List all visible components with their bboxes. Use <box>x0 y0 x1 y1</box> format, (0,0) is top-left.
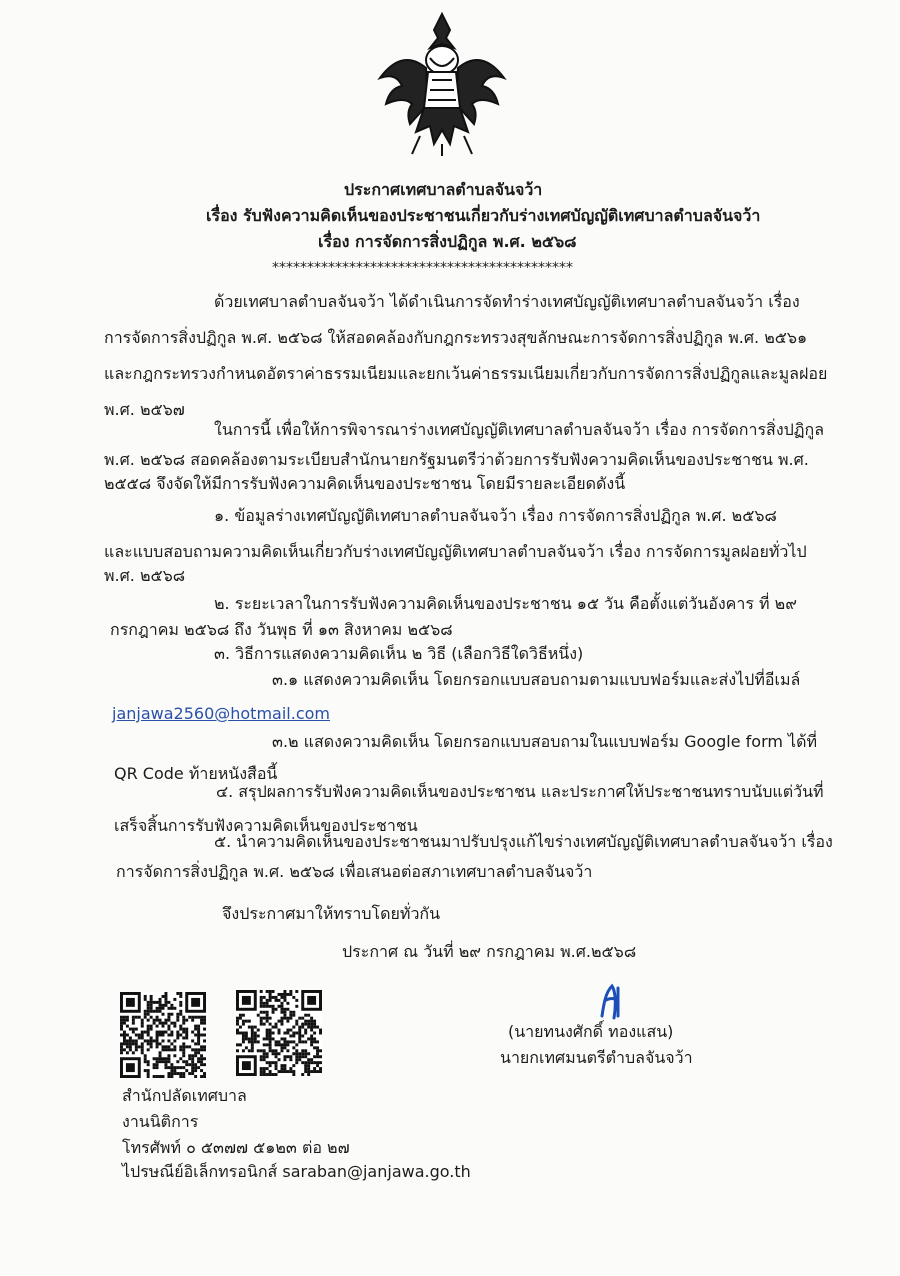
item-4-line-1: ๔. สรุปผลการรับฟังความคิดเห็นของประชาชน และประกาศให้ประชาชนทราบนับแต่วันที่ <box>216 782 824 801</box>
item-3-1-line-1: ๓.๑ แสดงความคิดเห็น โดยกรอกแบบสอบถามตามแบบฟอร์มและส่งไปที่อีเมล์ <box>272 670 801 689</box>
paragraph-1-line-4: พ.ศ. ๒๕๖๗ <box>104 400 185 419</box>
item-1-line-3: พ.ศ. ๒๕๖๘ <box>104 566 186 585</box>
item-2-line-2: กรกฎาคม ๒๕๖๘ ถึง วันพุธ ที่ ๑๓ สิงหาคม ๒๕๖๘ <box>110 620 453 639</box>
qr-code-icon[interactable] <box>236 990 322 1076</box>
signatory-position: นายกเทศมนตรีตำบลจันจว้า <box>500 1048 693 1067</box>
closing-statement: จึงประกาศมาให้ทราบโดยทั่วกัน <box>222 904 441 923</box>
item-3-2-line-1: ๓.๒ แสดงความคิดเห็น โดยกรอกแบบสอบถามในแบบฟอร์ม Google form ได้ที่ <box>272 732 818 751</box>
signatory-name: (นายทนงศักดิ์ ทองแสน) <box>508 1022 674 1041</box>
footer-section: งานนิติการ <box>122 1112 199 1131</box>
paragraph-2-line-2: พ.ศ. ๒๕๖๘ สอดคล้องตามระเบียบสำนักนายกรัฐมนตรีว่าด้วยการรับฟังความคิดเห็นของประชาชน พ.ศ. <box>104 450 809 469</box>
item-3-2-line-2: QR Code ท้ายหนังสือนี้ <box>114 764 278 783</box>
item-5-line-1: ๕. นำความคิดเห็นของประชาชนมาปรับปรุงแก้ไขร่างเทศบัญญัติเทศบาลตำบลจันจว้า เรื่อง <box>214 832 833 851</box>
item-4-line-2: เสร็จสิ้นการรับฟังความคิดเห็นของประชาชน <box>114 816 418 835</box>
item-1-line-1: ๑. ข้อมูลร่างเทศบัญญัติเทศบาลตำบลจันจว้า เรื่อง การจัดการสิ่งปฏิกูล พ.ศ. ๒๕๖๘ <box>214 506 777 525</box>
item-3-line-1: ๓. วิธีการแสดงความคิดเห็น ๒ วิธี (เลือกวิธีใดวิธีหนึ่ง) <box>214 644 584 663</box>
footer-phone: โทรศัพท์ ๐ ๕๓๗๗ ๕๑๒๓ ต่อ ๒๗ <box>122 1138 350 1157</box>
item-1-line-2: และแบบสอบถามความคิดเห็นเกี่ยวกับร่างเทศบัญญัติเทศบาลตำบลจันจว้า เรื่อง การจัดการมูลฝอยทั่วไป <box>104 542 807 561</box>
footer-email: ไปรษณีย์อิเล็กทรอนิกส์ saraban@janjawa.go.th <box>122 1162 471 1181</box>
handwritten-signature <box>580 982 640 1022</box>
paragraph-1-line-1: ด้วยเทศบาลตำบลจันจว้า ได้ดำเนินการจัดทำร่างเทศบัญญัติเทศบาลตำบลจันจว้า เรื่อง <box>214 292 800 311</box>
announcement-date: ประกาศ ณ วันที่ ๒๙ กรกฎาคม พ.ศ.๒๕๖๘ <box>342 942 637 961</box>
item-2-line-1: ๒. ระยะเวลาในการรับฟังความคิดเห็นของประชาชน ๑๕ วัน คือตั้งแต่วันอังคาร ที่ ๒๙ <box>214 594 797 613</box>
email-link[interactable]: janjawa2560@hotmail.com <box>112 704 330 723</box>
paragraph-1-line-2: การจัดการสิ่งปฏิกูล พ.ศ. ๒๕๖๘ ให้สอดคล้องกับกฎกระทรวงสุขลักษณะการจัดการสิ่งปฏิกูล พ.ศ. ๒๕๖๑ <box>104 328 808 347</box>
announcement-title: ประกาศเทศบาลตำบลจันจว้า <box>344 180 543 199</box>
announcement-subject-detail: เรื่อง การจัดการสิ่งปฏิกูล พ.ศ. ๒๕๖๘ <box>318 232 577 251</box>
paragraph-2-line-1: ในการนี้ เพื่อให้การพิจารณาร่างเทศบัญญัติเทศบาลตำบลจันจว้า เรื่อง การจัดการสิ่งปฏิกูล <box>214 420 825 439</box>
item-5-line-2: การจัดการสิ่งปฏิกูล พ.ศ. ๒๕๖๘ เพื่อเสนอต่อสภาเทศบาลตำบลจันจว้า <box>116 862 593 881</box>
footer-office: สำนักปลัดเทศบาล <box>122 1086 247 1105</box>
garuda-emblem-icon <box>372 8 512 158</box>
separator-line: ******************************************* <box>272 260 573 276</box>
paragraph-1-line-3: และกฎกระทรวงกำหนดอัตราค่าธรรมเนียมและยกเว้นค่าธรรมเนียมเกี่ยวกับการจัดการสิ่งปฏิกูลและมูลฝอย <box>104 364 828 383</box>
paragraph-2-line-3: ๒๕๕๘ จึงจัดให้มีการรับฟังความคิดเห็นของประชาชน โดยมีรายละเอียดดังนี้ <box>104 474 626 493</box>
qr-code-icon[interactable] <box>120 992 206 1078</box>
announcement-subject: เรื่อง รับฟังความคิดเห็นของประชาชนเกี่ยวกับร่างเทศบัญญัติเทศบาลตำบลจันจว้า <box>206 206 761 225</box>
